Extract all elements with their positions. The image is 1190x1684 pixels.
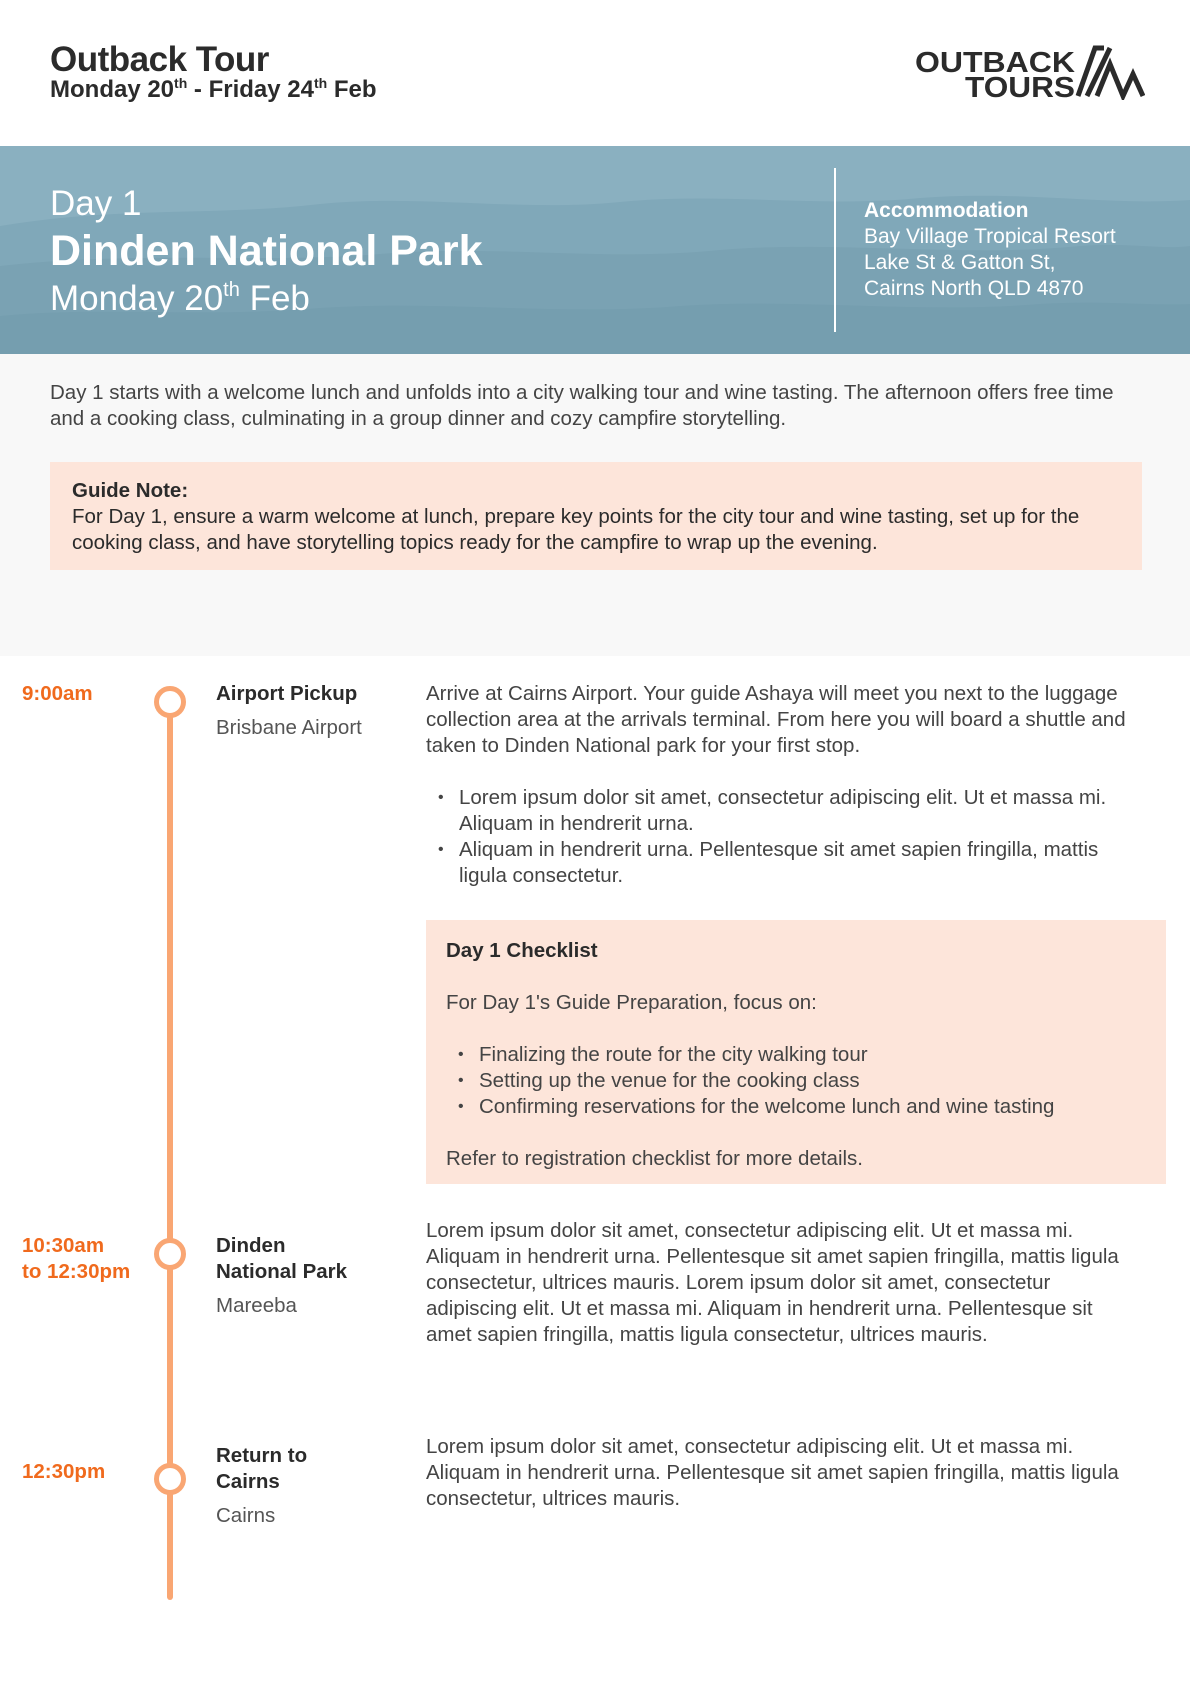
doc-title: Outback Tour (50, 40, 269, 79)
svg-text:TOURS: TOURS (965, 72, 1075, 100)
stop-description: Lorem ipsum dolor sit amet, consectetur adipiscing elit. Ut et massa mi. Aliquam in hendrerit urna. Pellentesque sit amet sapien fringilla, mattis ligula consectetur, ultrices mauris. (426, 1435, 1119, 1510)
stop-location: Cairns (216, 1504, 276, 1527)
page-header (0, 0, 1190, 146)
stop-location: Brisbane Airport (216, 716, 362, 739)
list-item: • Lorem ipsum dolor sit amet, consectetur adipiscing elit. Ut et massa mi. Aliquam in hendrerit urna. (426, 785, 1126, 837)
stop-time: 10:30am to 12:30pm (22, 1234, 131, 1283)
stop-time: 9:00am (22, 682, 93, 705)
accommodation-address-line2: Cairns North QLD 4870 (864, 277, 1084, 300)
checklist-intro: For Day 1's Guide Preparation, focus on: (446, 991, 817, 1014)
stop-description: Arrive at Cairns Airport. Your guide Ashaya will meet you next to the luggage collection area at the arrivals terminal. From here you will board a shuttle and taken to Dinden National park for your first stop. (426, 682, 1126, 757)
timeline-node (154, 1463, 186, 1495)
outback-tours-logo (915, 44, 1145, 100)
list-item: • Finalizing the route for the city walking tour (446, 1042, 1146, 1068)
day-label: Day 1 (50, 184, 142, 223)
stop-name: Dinden National Park (216, 1234, 348, 1283)
accommodation-title: Accommodation (864, 199, 1029, 222)
stop-description: Lorem ipsum dolor sit amet, consectetur adipiscing elit. Ut et massa mi. Aliquam in hendrerit urna. Pellentesque sit amet sapien fringilla, mattis ligula consectetur, ultrices mauris. Lorem ipsum dolor sit amet, consectetur adipiscing elit. Ut et massa mi. Aliquam in hendrerit urna. Pellentesque sit amet sapien fringilla, mattis ligula consectetur, ultrices mauris. (426, 1219, 1119, 1346)
accommodation-name: Bay Village Tropical Resort (864, 225, 1116, 248)
list-item: • Aliquam in hendrerit urna. Pellentesque sit amet sapien fringilla, mattis ligula consectetur. (426, 837, 1126, 889)
park-name: Dinden National Park (50, 227, 483, 275)
timeline-node (154, 1238, 186, 1270)
accommodation-block (864, 198, 1116, 302)
timeline-node (154, 686, 186, 718)
stop-time: 12:30pm (22, 1460, 106, 1483)
list-item: • Setting up the venue for the cooking class (446, 1068, 1146, 1094)
stop-bullet-list (426, 785, 1126, 889)
list-item: • Confirming reservations for the welcome lunch and wine tasting (446, 1094, 1146, 1120)
stop-name: Airport Pickup (216, 682, 358, 705)
stop-name: Return to Cairns (216, 1444, 308, 1493)
hero-date: Monday 20th Feb (50, 279, 310, 318)
checklist-title: Day 1 Checklist (446, 939, 598, 962)
guide-note-title: Guide Note: (72, 479, 189, 502)
day-hero-banner (0, 146, 1190, 354)
guide-note (50, 462, 1142, 570)
intro-section (0, 354, 1190, 656)
intro-text: Day 1 starts with a welcome lunch and unfolds into a city walking tour and wine tasting. The afternoon offers free time and a cooking class, culminating in a group dinner and cozy campfire storytelling. (50, 381, 1114, 430)
doc-dates: Monday 20th - Friday 24th Feb (50, 75, 377, 103)
hero-divider (834, 168, 836, 332)
checklist-footer: Refer to registration checklist for more details. (446, 1147, 863, 1170)
day-checklist (426, 920, 1166, 1184)
svg-text:OUTBACK: OUTBACK (915, 47, 1076, 79)
stop-location: Mareeba (216, 1294, 297, 1317)
guide-note-text: For Day 1, ensure a warm welcome at lunch, prepare key points for the city tour and wine tasting, set up for the cooking class, and have storytelling topics ready for the campfire to wrap up the evening. (72, 505, 1080, 554)
checklist-items (446, 1042, 1146, 1120)
accommodation-address-line1: Lake St & Gatton St, (864, 251, 1056, 274)
